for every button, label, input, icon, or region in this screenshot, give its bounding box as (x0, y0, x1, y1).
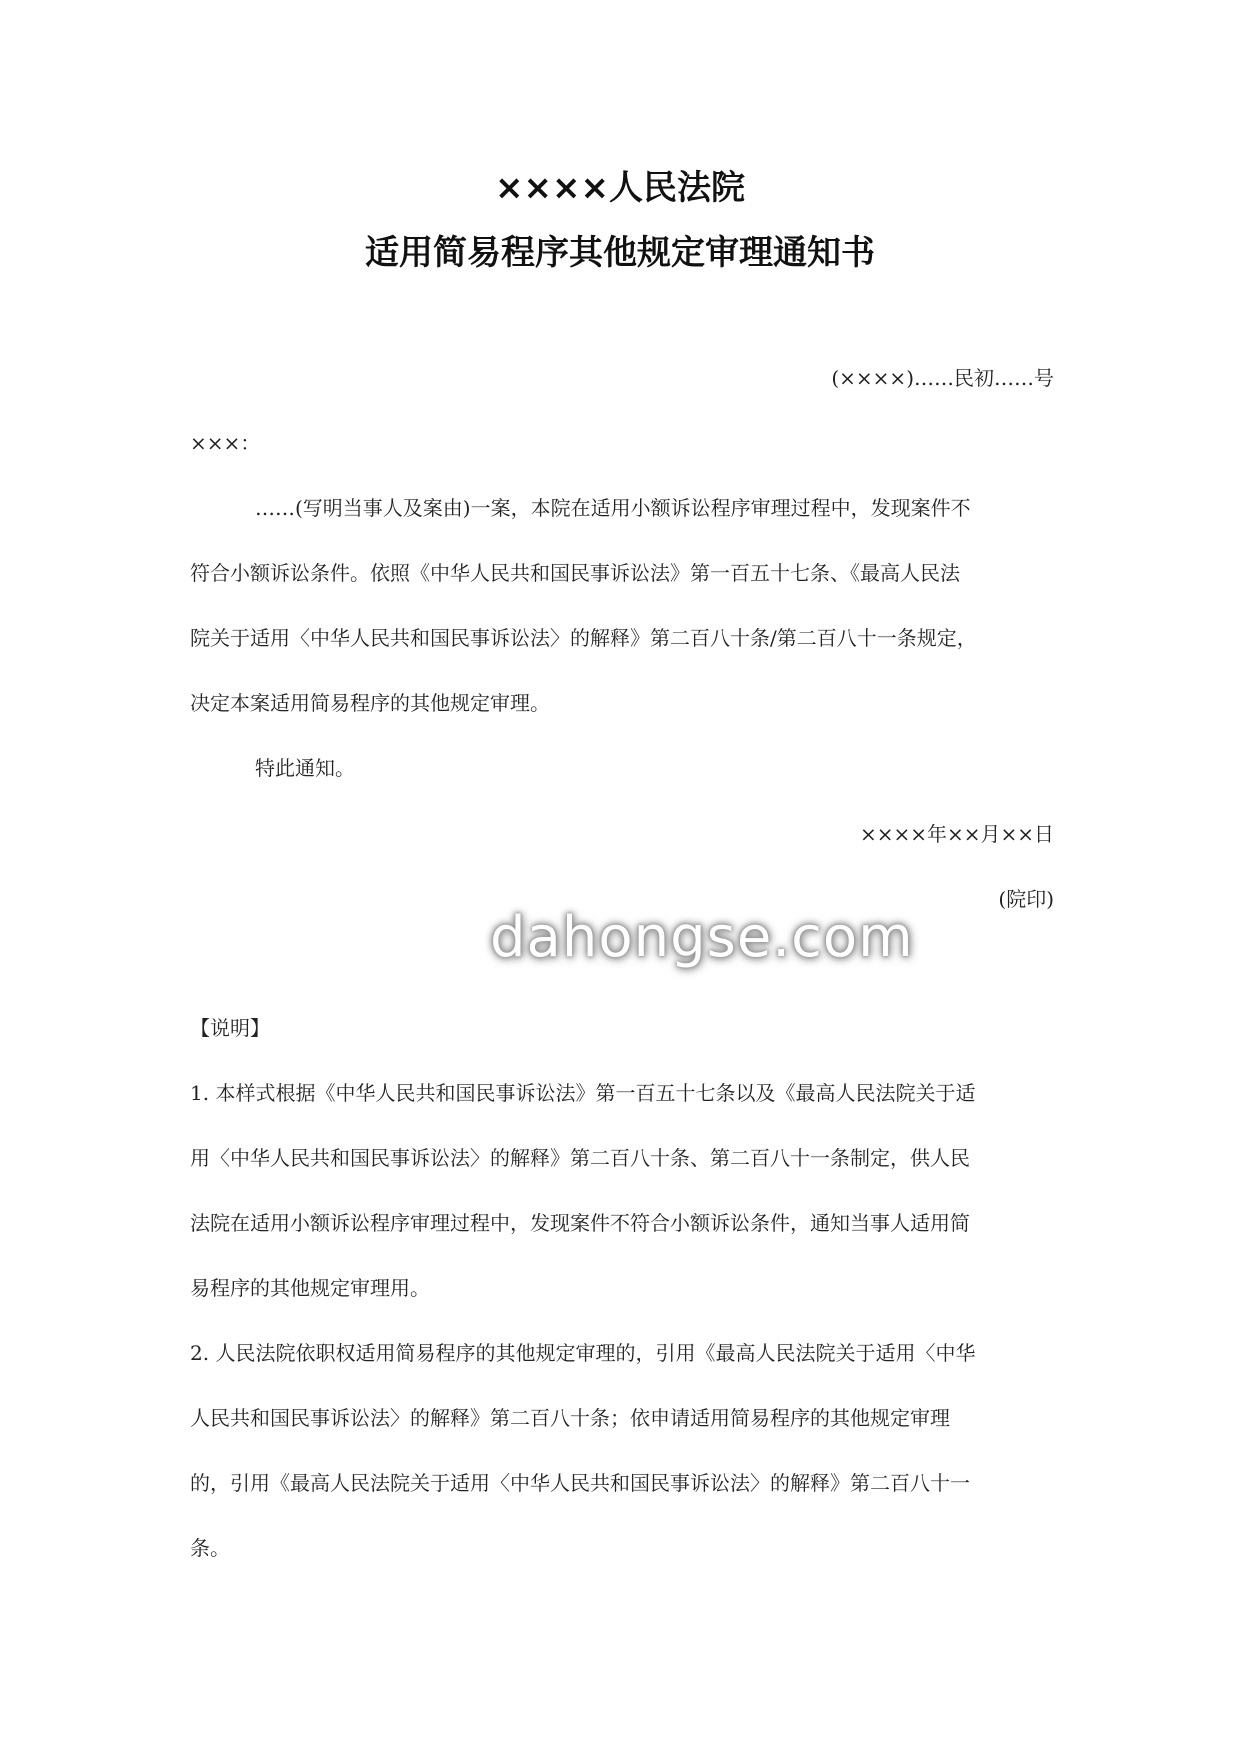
issue-date: ××××年××月××日 (859, 822, 1054, 846)
addressee: ×××： (190, 431, 261, 455)
court-seal: (院印) (998, 887, 1054, 911)
body-line: 决定本案适用简易程序的其他规定审理。 (190, 691, 550, 715)
closing-text: 特此通知。 (255, 756, 355, 780)
notes-line: 法院在适用小额诉讼程序审理过程中，发现案件不符合小额诉讼条件，通知当事人适用简 (190, 1211, 970, 1235)
notes-line: 1. 本样式根据《中华人民共和国民事诉讼法》第一百五十七条以及《最高人民法院关于适 (190, 1081, 976, 1105)
notes-line: 用〈中华人民共和国民事诉讼法〉的解释》第二百八十条、第二百八十一条制定，供人民 (190, 1146, 970, 1170)
body-line: 符合小额诉讼条件。依照《中华人民共和国民事诉讼法》第一百五十七条、《最高人民法 (190, 561, 960, 585)
notes-line: 2. 人民法院依职权适用简易程序的其他规定审理的，引用《最高人民法院关于适用〈中华 (190, 1341, 976, 1365)
notes-line: 易程序的其他规定审理用。 (190, 1276, 430, 1300)
notes-line: 条。 (190, 1536, 230, 1560)
body-line: 院关于适用〈中华人民共和国民事诉讼法〉的解释》第二百八十条/第二百八十一条规定， (190, 626, 977, 650)
notes-heading: 【说明】 (190, 1016, 270, 1040)
watermark: dahongse.com (490, 905, 914, 970)
notes-line: 的，引用《最高人民法院关于适用〈中华人民共和国民事诉讼法〉的解释》第二百八十一 (190, 1471, 970, 1495)
case-number: (××××)……民初……号 (831, 366, 1054, 390)
court-name: ××××人民法院 (495, 168, 745, 208)
notes-line: 人民共和国民事诉讼法〉的解释》第二百八十条；依申请适用简易程序的其他规定审理 (190, 1406, 950, 1430)
document-title: 适用简易程序其他规定审理通知书 (365, 233, 875, 273)
body-line: ……(写明当事人及案由)一案，本院在适用小额诉讼程序审理过程中，发现案件不 (255, 496, 971, 520)
